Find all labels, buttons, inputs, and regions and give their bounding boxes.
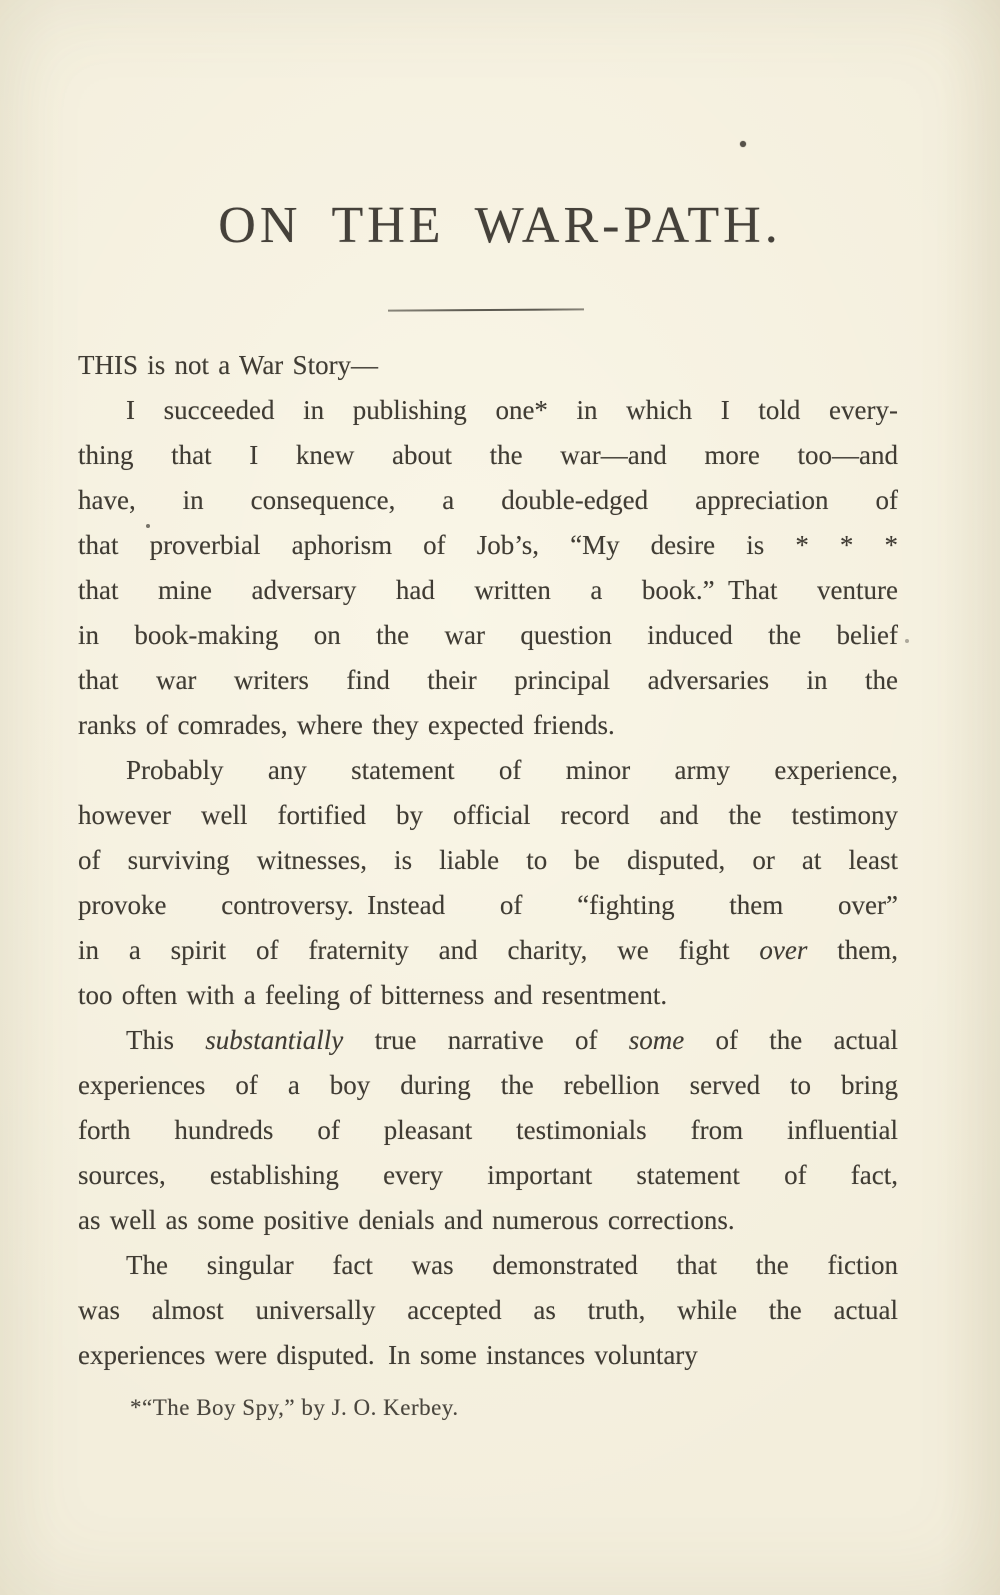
page-title: ON THE WAR-PATH. [218, 197, 782, 254]
text-line: experiences were disputed. In some instances voluntary [78, 1340, 698, 1370]
ink-speck-top [740, 141, 746, 147]
text-line: that proverbial aphorism of Job’s, “My desire is * * * [78, 530, 898, 560]
text-line: I succeeded in publishing one* in which I told every- [126, 395, 898, 425]
text-line: in book-making on the war question induced the belief [78, 620, 898, 650]
text-line: This substantially true narrative of some of the actual [126, 1025, 898, 1055]
title-divider-rule [388, 308, 584, 311]
text-line: have, in consequence, a double-edged appreciation of [78, 485, 898, 515]
text-line: Probably any statement of minor army experience, [126, 755, 898, 785]
text-line: forth hundreds of pleasant testimonials from influential [78, 1115, 898, 1145]
body-text [78, 343, 898, 1378]
text-line: THIS is not a War Story— [78, 350, 379, 380]
ink-speck-right [905, 639, 909, 643]
text-line: that war writers find their principal adversaries in the [78, 665, 898, 695]
text-line: thing that I knew about the war—and more too—and [78, 440, 898, 470]
text-line: experiences of a boy during the rebellion served to bring [78, 1070, 898, 1100]
text-line: too often with a feeling of bitterness and resentment. [78, 980, 668, 1010]
text-line: was almost universally accepted as truth, while the actual [78, 1295, 898, 1325]
text-line: in a spirit of fraternity and charity, we fight over them, [78, 935, 898, 965]
text-line: that mine adversary had written a book.” That venture [78, 575, 898, 605]
text-line: of surviving witnesses, is liable to be disputed, or at least [78, 845, 898, 875]
text-line: The singular fact was demonstrated that the fiction [126, 1250, 898, 1280]
text-line: sources, establishing every important statement of fact, [78, 1160, 898, 1190]
text-line: as well as some positive denials and numerous corrections. [78, 1205, 735, 1235]
text-line: however well fortified by official record and the testimony [78, 800, 898, 830]
footnote: *“The Boy Spy,” by J. O. Kerbey. [130, 1395, 459, 1420]
text-line: ranks of comrades, where they expected friends. [78, 710, 615, 740]
text-line: provoke controversy. Instead of “fighting them over” [78, 890, 898, 920]
